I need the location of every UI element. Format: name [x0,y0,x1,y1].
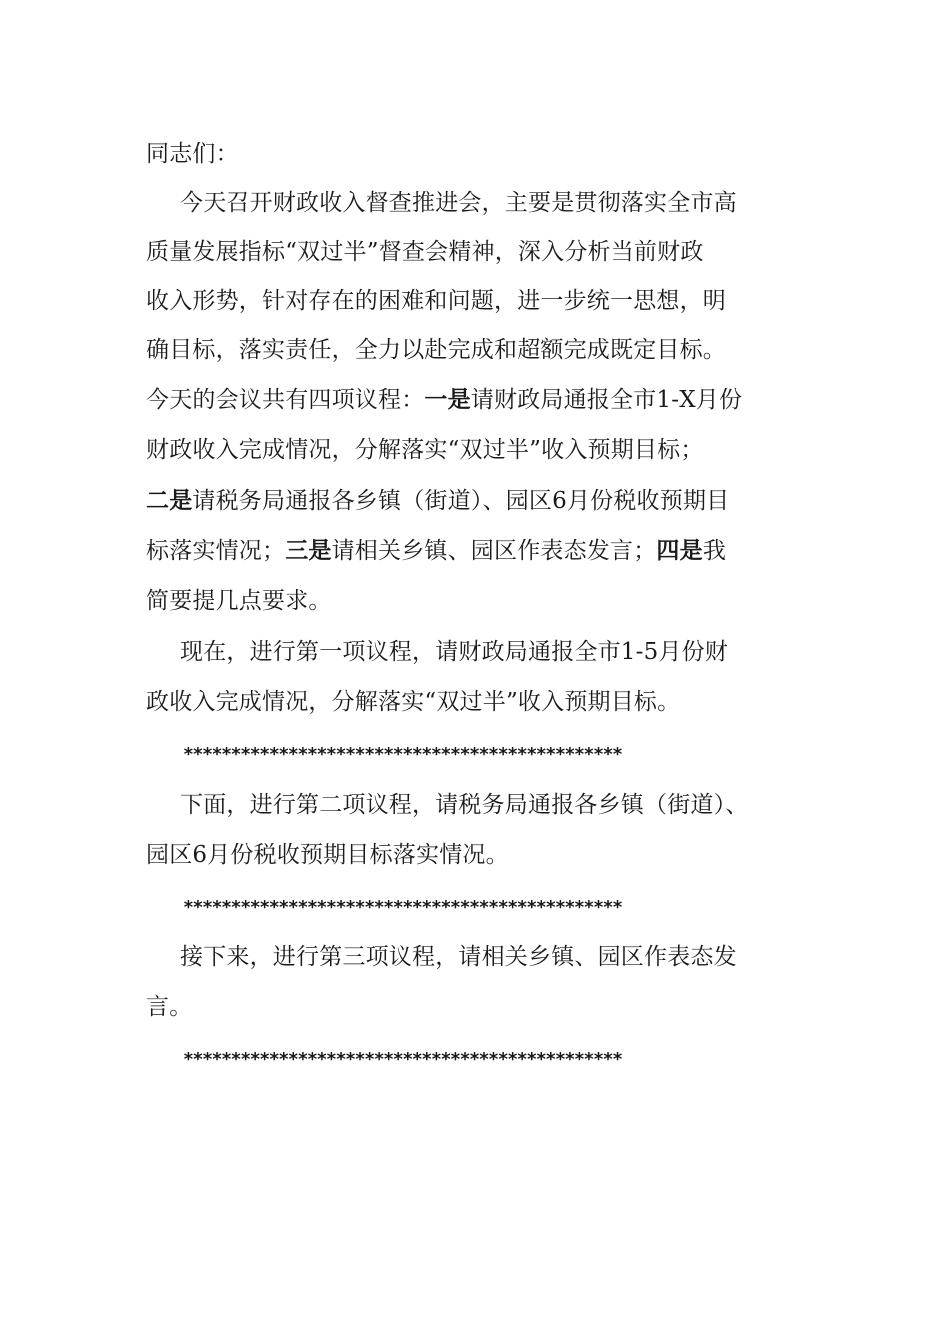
paragraph-3-line-2: 政收入完成情况，分解落实“双过半”收入预期目标。 [146,689,681,715]
salutation: 同志们： [146,141,239,167]
paragraph-1-line-3: 收入形势，针对存在的困难和问题，进一步统一思想，明 [146,288,726,314]
paragraph-2-line-3 [146,481,729,521]
agenda-item-2-text: 请税务局通报各乡镇（街道）、园区6月份税收预期目 [192,488,730,514]
paragraph-4-line-2: 园区6月份税收预期目标落实情况。 [146,842,509,868]
agenda-item-2-text-end: 标落实情况； [146,538,286,564]
paragraph-2-line-2: 财政收入完成情况，分解落实“双过半”收入预期目标； [146,437,704,463]
agenda-item-1-marker: 一是 [424,386,471,413]
agenda-item-3-text: 请相关乡镇、园区作表态发言； [331,538,657,564]
paragraph-1-line-1: 今天召开财政收入督查推进会，主要是贯彻落实全市高 [180,190,737,216]
agenda-item-2-marker: 二是 [146,487,193,514]
agenda-item-1-text: 请财政局通报全市1-X月份 [470,387,743,413]
paragraph-2-line-1 [146,380,742,420]
paragraph-1-line-4: 确目标，落实责任，全力以赴完成和超额完成既定目标。 [146,337,726,363]
paragraph-3-line-1: 现在，进行第一项议程，请财政局通报全市1-5月份财 [180,639,729,665]
separator-1: ********************************************** [183,744,622,765]
agenda-intro-text: 今天的会议共有四项议程： [146,387,425,413]
separator-3: ********************************************** [183,1049,622,1070]
agenda-item-4-text: 我 [702,538,727,564]
agenda-item-3-marker: 三是 [285,537,332,564]
paragraph-2-line-4 [146,531,726,571]
separator-2: ********************************************** [183,897,622,918]
paragraph-5-line-1: 接下来，进行第三项议程，请相关乡镇、园区作表态发 [180,944,737,970]
paragraph-4-line-1: 下面，进行第二项议程，请税务局通报各乡镇（街道）、 [180,792,749,818]
agenda-item-4-marker: 四是 [656,537,703,564]
paragraph-2-line-5: 简要提几点要求。 [146,588,332,614]
paragraph-5-line-2: 言。 [146,994,193,1020]
paragraph-1-line-2: 质量发展指标“双过半”督查会精神，深入分析当前财政 [146,239,704,265]
